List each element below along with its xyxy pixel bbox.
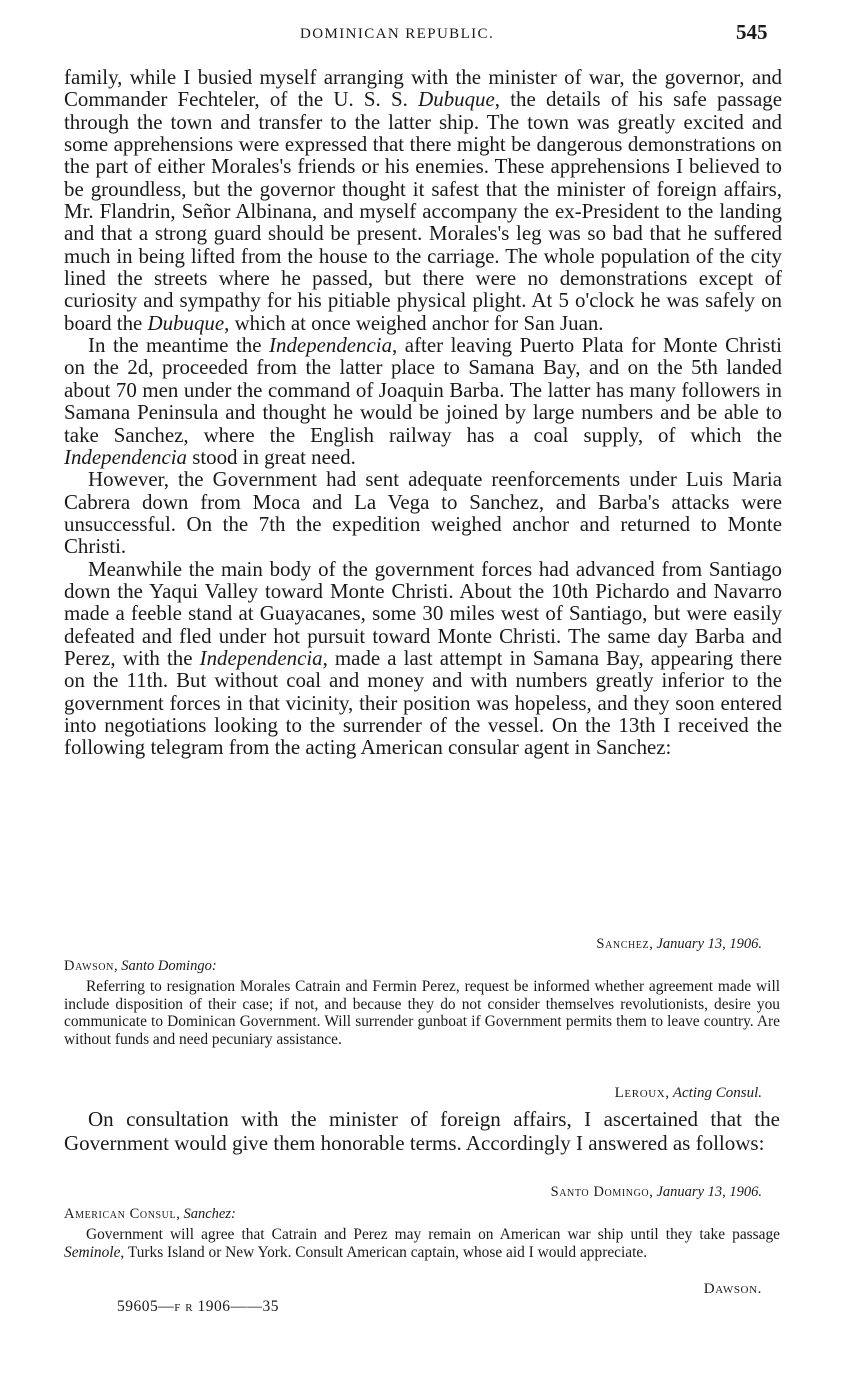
ship-name: Dubuque bbox=[418, 87, 495, 112]
main-text-2 bbox=[64, 1108, 780, 1155]
telegram1-addressee: Dawson, Santo Domingo: bbox=[64, 958, 217, 974]
main-text bbox=[64, 66, 782, 759]
ship-name: Dubuque bbox=[147, 310, 225, 335]
telegram2-dateline: Santo Domingo, January 13, 1906. bbox=[550, 1184, 762, 1200]
telegram2-signature: Dawson. bbox=[703, 1281, 762, 1297]
paragraph-3: However, the Government had sent adequate reenforcements under Luis Maria Cabrera down from Moca and La Vega to Sanchez, and Barba's attacks were unsuccessful. On the 7th the expedition weighed anchor and returned to Monte Christi. bbox=[64, 467, 782, 559]
telegram2-addressee: American Consul, Sanchez: bbox=[64, 1206, 236, 1222]
running-title: DOMINICAN REPUBLIC. bbox=[300, 26, 495, 42]
paragraph-1: family, while I busied myself arranging with the minister of war, the governor, and Commander Fechteler, of the U. S. S. Dubuque, the details of his safe passage through the town and transfer to the latter ship. The town was greatly excited and some apprehensions were expressed that there might be dangerous demonstrations on the part of either Morales's friends or his enemies. These apprehensions I believed to be groundless, but the governor thought it safest that the minister of foreign affairs, Mr. Flandrin, Señor Albinana, and myself accompany the ex-President to the landing and that a strong guard should be present. Morales's leg was so bad that he suffered much in being lifted from the house to the carriage. The whole population of the city lined the streets where he passed, but there were no demonstrations except of curiosity and sympathy for his pitiable physical plight. At 5 o'clock he was safely on board the Dubuque, which at once weighed anchor for San Juan. bbox=[64, 65, 782, 335]
page-number: 545 bbox=[736, 20, 768, 44]
paragraph-5: On consultation with the minister of foreign affairs, I ascertained that the Government would give them honorable terms. Accordingly I answered as follows: bbox=[64, 1107, 780, 1155]
ship-name: Seminole bbox=[64, 1243, 121, 1261]
paragraph-4: Meanwhile the main body of the government forces had advanced from Santiago down the Yaqui Valley toward Monte Christi. About the 10th Pichardo and Navarro made a feeble stand at Guayacanes, some 30 miles west of Santiago, but were easily defeated and fled under hot pursuit toward Monte Christi. The same day Barba and Perez, with the Independencia, made a last attempt in Samana Bay, appearing there on the 11th. But without coal and money and with numbers greatly inferior to the government forces in that vicinity, their position was hopeless, and they soon entered into negotiations looking to the surrender of the vessel. On the 13th I received the following telegram from the acting American consular agent in Sanchez: bbox=[64, 556, 783, 760]
telegram1-signature: Leroux, Acting Consul. bbox=[614, 1085, 762, 1101]
ship-name: Independencia bbox=[269, 333, 393, 358]
ship-name: Independencia bbox=[199, 645, 323, 670]
telegram1-dateline: Sanchez, January 13, 1906. bbox=[596, 936, 762, 952]
telegram1-body: Referring to resignation Morales Catrain and Fermin Perez, request be informed whether agreement made will include disposition of their case; if not, and because they do not consider themselves revolutionists, desire you communicate to Dominican Government. Will surrender gunboat if Government permits them to leave country. Are without funds and need pecuniary assistance. bbox=[64, 978, 780, 1049]
ship-name: Independencia bbox=[64, 444, 187, 469]
telegram2-body: Government will agree that Catrain and Perez may remain on American war ship until they take passage Seminole, Turks Island or New York. Consult American captain, whose aid I would appreciate. bbox=[64, 1226, 780, 1261]
paragraph-2: In the meantime the Independencia, after leaving Puerto Plata for Monte Christi on the 2d, proceeded from the latter place to Samana Bay, and on the 5th landed about 70 men under the command of Joaquin Barba. The latter has many followers in Samana Peninsula and thought he would be joined by large numbers and be able to take Sanchez, where the English railway has a coal supply, of which the Independencia stood in great need. bbox=[64, 333, 782, 469]
printer-signature-mark: 59605—f r 1906——35 bbox=[117, 1298, 279, 1315]
